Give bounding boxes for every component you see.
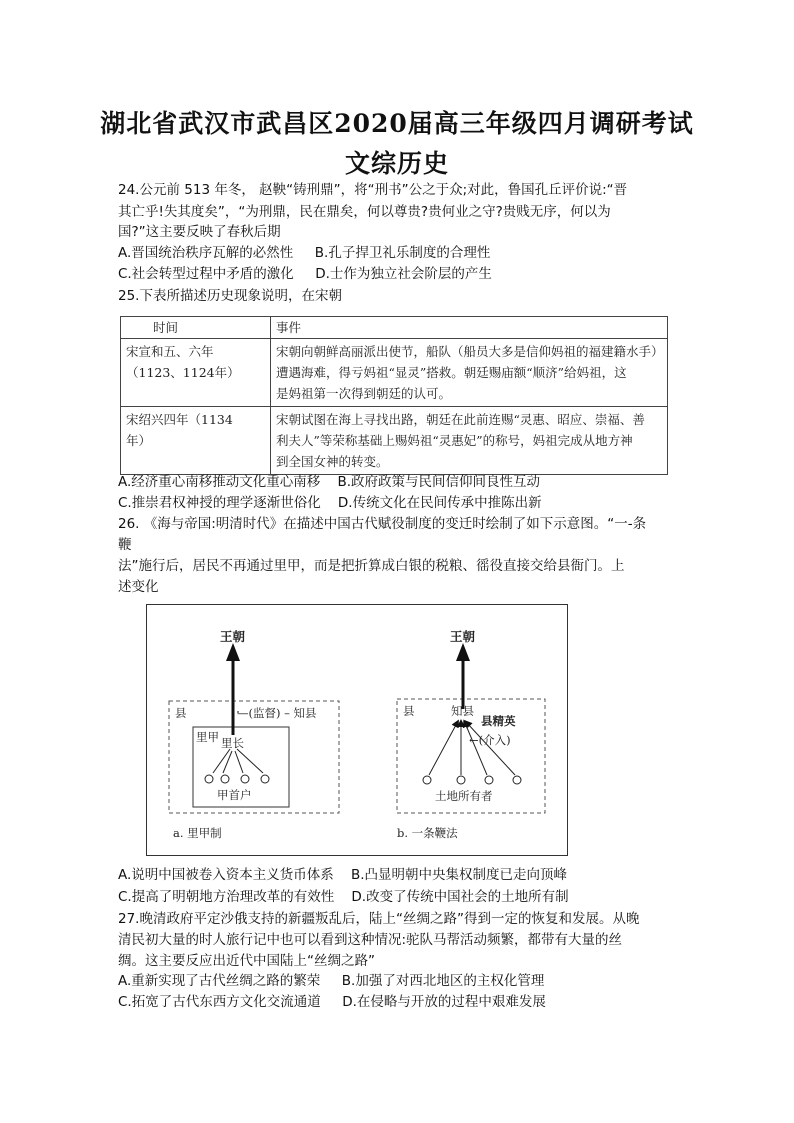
q26-option-a[interactable]: A.说明中国被卷入资本主义货币体系 [118,867,334,883]
q26-option-d[interactable]: D.改变了传统中国社会的土地所有制 [351,889,569,905]
table-header-event: 事件 [271,317,668,339]
fig-a-supervise: —(监督) – 知县 [237,706,317,720]
q26-figure [146,604,568,856]
q26-option-c[interactable]: C.提高了明朝地方治理改革的有效性 [118,889,335,905]
q24-option-a[interactable]: A.晋国统治秩序瓦解的必然性 [118,245,294,261]
q27-stem-line-3: 绸。这主要反应出近代中国陆上“丝绸之路” [118,953,375,969]
q26-stem-line-2: 鞭 [118,537,132,553]
q25-stem: 25.下表所描述历史现象说明，在宋朝 [118,288,342,304]
landowner-node [485,776,493,784]
page-title: 湖北省武汉市武昌区2020届高三年级四月调研考试 [100,109,694,138]
q25-options-row-1 [118,472,540,492]
time-text-line: 宋绍兴四年（1134 [126,412,233,427]
q27-options-row-2 [118,992,546,1012]
landowner-node [513,776,521,784]
q25-table [120,316,668,475]
fig-b-magistrate: 知县 [451,704,474,718]
fig-b-owners: 土地所有者 [435,789,493,803]
q26-stem-line-4: 述变化 [118,579,159,595]
time-text-line: （1123、1124年） [126,365,240,380]
q24-options-row-1 [118,243,490,263]
q24-stem-line-2: 其亡乎!失其度矣”，“为刑鼎，民在鼎矣，何以尊贵?贵何业之守?贵贱无序，何以为 [118,204,611,220]
q27-stem-line-2: 清民初大量的时人旅行记中也可以看到这种情况:驼队马帮活动频繁，都带有大量的丝 [118,932,623,948]
q24-options-row-2 [118,264,492,284]
q24-stem-line-3: 国?”这主要反映了春秋后期 [118,224,281,240]
fig-b-county: 县 [403,704,415,718]
table-row [121,339,668,407]
time-text-line: 年） [126,433,152,448]
household-node [261,775,269,783]
event-text-line: 宋朝试图在海上寻找出路，朝廷在此前连赐“灵惠、昭应、崇福、善 [276,412,645,427]
q26-options-row-2 [118,887,569,907]
q24-option-c[interactable]: C.社会转型过程中矛盾的激化 [118,266,294,282]
q25-option-c[interactable]: C.推崇君权神授的理学逐渐世俗化 [118,495,321,511]
event-text-line: 到全国女神的转变。 [276,454,389,469]
q24-option-b[interactable]: B.孔子捍卫礼乐制度的合理性 [314,245,491,261]
table-cell-time [121,407,271,475]
fig-a-lizhang: 里长 [221,736,244,750]
landowner-node [457,776,465,784]
fig-b-intervene: ←(介入) [469,733,511,747]
fig-a-lijia: 里甲 [196,730,219,744]
fig-b-caption: b. 一条鞭法 [397,826,458,840]
fig-b-elite: 县精英 [481,714,516,728]
q26-stem-line-1: 26. 《海与帝国:明清时代》在描述中国古代赋役制度的变迁时绘制了如下示意图。“一-条 [118,516,647,532]
event-text-line: 宋朝向朝鲜高丽派出使节，船队（船员大多是信仰妈祖的福建籍水手） [276,344,664,359]
fig-a-dynasty: 王朝 [220,629,246,644]
fig-b-dynasty: 王朝 [450,629,476,644]
q27-option-d[interactable]: D.在侵略与开放的过程中艰难发展 [342,994,546,1010]
arrow-head-b [456,643,470,661]
q26-option-b[interactable]: B.凸显明朝中央集权制度已走向顶峰 [350,867,568,883]
table-row [121,407,668,475]
table-header-row [121,317,668,339]
q24-stem-line-1: 24.公元前 513 年冬， 赵鞅“铸刑鼎”，将“刑书”公之于众;对此，鲁国孔丘评价说:“晋 [118,182,628,198]
q26-options-row-1 [118,865,567,885]
q27-option-b[interactable]: B.加强了对西北地区的主权化管理 [341,973,545,989]
q25-option-d[interactable]: D.传统文化在民间传承中推陈出新 [337,495,542,511]
fig-a-caption: a. 里甲制 [173,826,222,840]
household-node [221,775,229,783]
event-text-line: 利夫人”等荣称基础上赐妈祖“灵惠妃”的称号，妈祖完成从地方神 [276,433,633,448]
table-cell-time [121,339,271,407]
landowner-node [423,776,431,784]
q27-option-c[interactable]: C.拓宽了古代东西方文化交流通道 [118,994,321,1010]
household-node [205,775,213,783]
q25-option-a[interactable]: A.经济重心南移推动文化重心南移 [118,474,321,490]
fig-a-county: 县 [175,706,187,720]
q27-option-a[interactable]: A.重新实现了古代丝绸之路的繁荣 [118,973,321,989]
event-text-line: 是妈祖第一次得到朝廷的认可。 [276,386,452,401]
q25-option-b[interactable]: B.政府政策与民间信仰间良性互动 [337,474,541,490]
table-cell-event [271,339,668,407]
event-text-line: 遭遇海难，得亏妈祖“显灵”搭救。朝廷赐庙额“顺济”给妈祖，这 [276,365,627,380]
table-cell-event [271,407,668,475]
arrow-head-a [226,643,240,661]
q27-stem-line-1: 27.晚清政府平定沙俄支持的新疆叛乱后，陆上“丝绸之路”得到一定的恢复和发展。从晚 [118,911,640,927]
q27-options-row-1 [118,971,544,991]
time-text-line: 宋宣和五、六年 [126,344,214,359]
q26-stem-line-3: 法”施行后，居民不再通过里甲，而是把折算成白银的税粮、徭役直接交给县衙门。上 [118,558,625,574]
household-node [241,775,249,783]
q24-option-d[interactable]: D.士作为独立社会阶层的产生 [315,266,492,282]
q25-options-row-2 [118,493,542,513]
fig-a-households: 甲首户 [217,788,252,802]
table-header-time: 时间 [121,317,271,339]
page-subtitle: 文综历史 [344,149,449,178]
